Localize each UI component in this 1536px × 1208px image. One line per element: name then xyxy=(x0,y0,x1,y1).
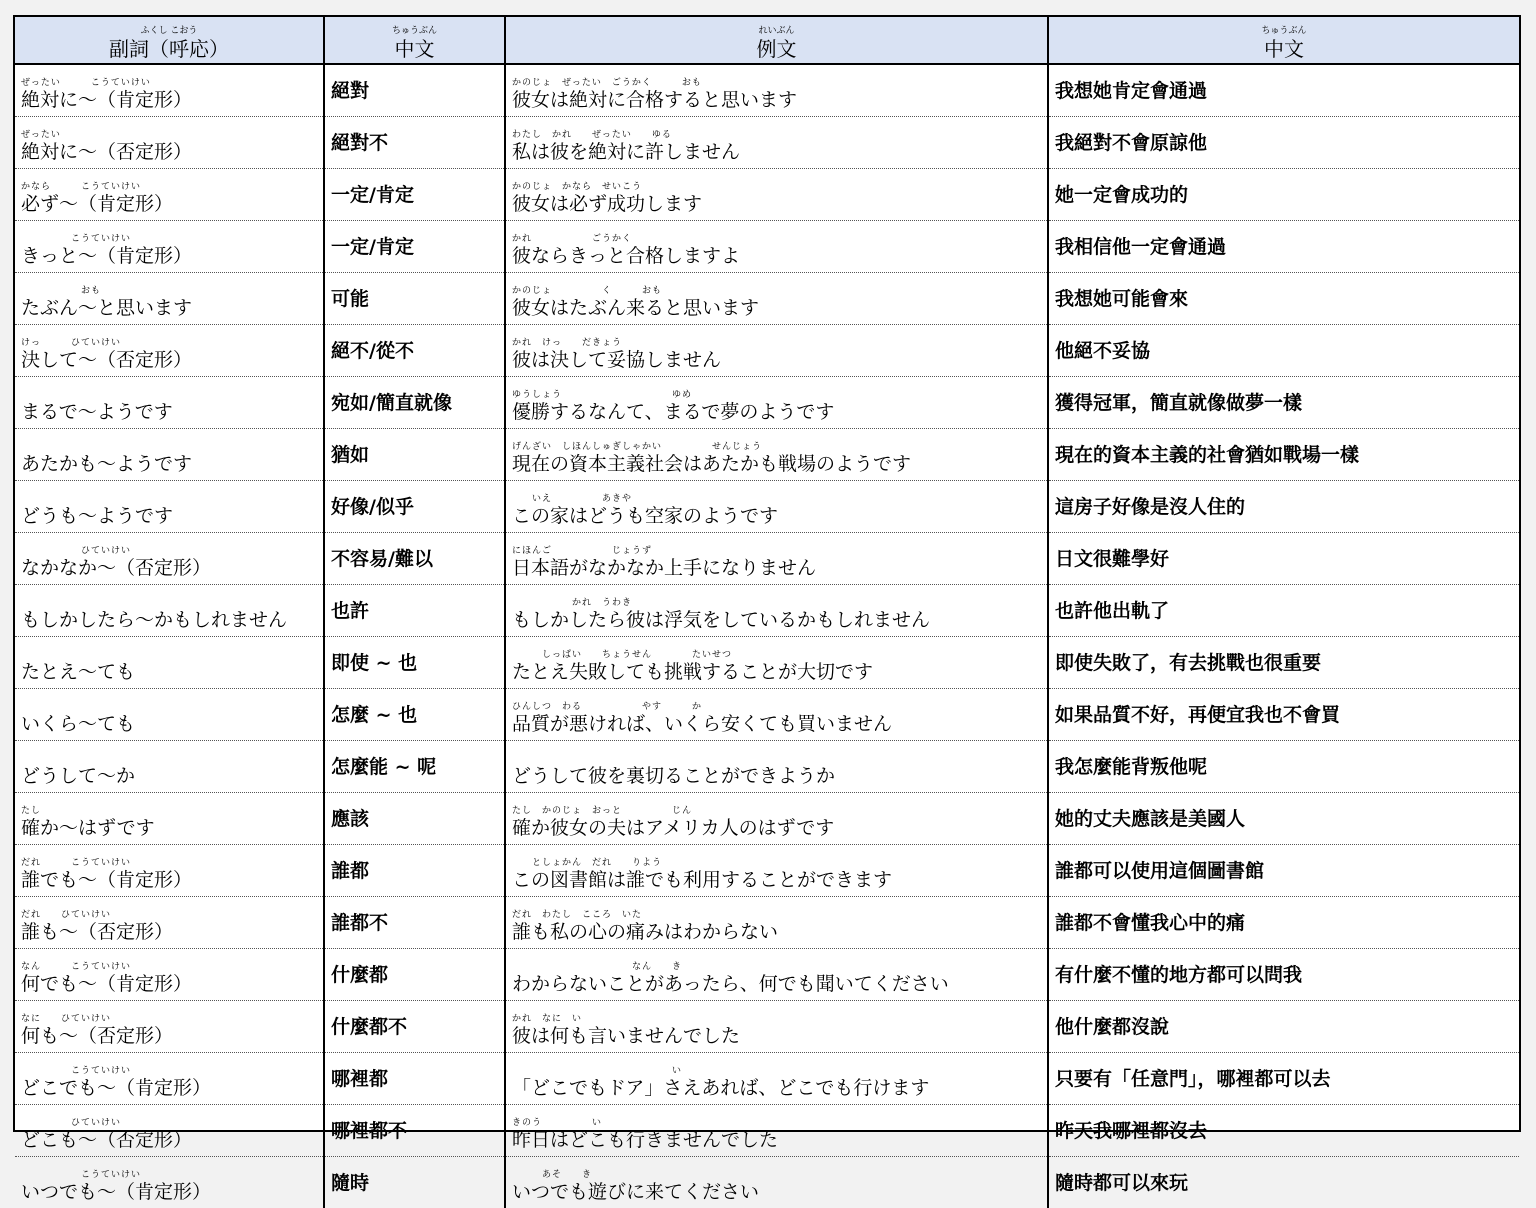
translation-text: 即使失敗了，有去挑戰也很重要 xyxy=(1055,652,1321,674)
translation-text: 誰都不會懂我心中的痛 xyxy=(1055,912,1245,934)
example-sentence: もしかしたら彼は浮気をしているかもしれません xyxy=(512,610,930,632)
adverb-ruby: けっ ひていけい xyxy=(21,339,192,350)
adverb-cell xyxy=(15,585,324,637)
table-row xyxy=(15,481,1519,533)
example-ruby: かれ なに い xyxy=(512,1015,740,1026)
chinese-meaning-text: 應該 xyxy=(331,808,369,830)
example-ruby: たし かのじょ おっと じん xyxy=(512,807,834,818)
example-sentence: 彼女は絶対に合格すると思います xyxy=(512,90,797,112)
example-ruby: いえ あきや xyxy=(512,495,778,506)
table-row xyxy=(15,64,1519,117)
example-sentence: 品質が悪ければ、いくら安くても買いません xyxy=(512,714,892,736)
chinese-meaning-cell xyxy=(324,585,505,637)
chinese-meaning-text: 不容易/難以 xyxy=(331,548,433,570)
adverb-text: 決して～（否定形） xyxy=(21,350,192,372)
adverb-cell xyxy=(15,949,324,1001)
example-sentence: 優勝するなんて、まるで夢のようです xyxy=(512,402,834,424)
chinese-meaning-cell xyxy=(324,637,505,689)
example-ruby: にほんご じょうず xyxy=(512,547,816,558)
example-cell xyxy=(505,221,1048,273)
chinese-meaning-text: 可能 xyxy=(331,288,369,310)
grammar-table-container xyxy=(13,15,1521,1132)
adverb-text: どこも～（否定形） xyxy=(21,1130,192,1152)
translation-cell xyxy=(1048,689,1519,741)
example-ruby: かれ うわき xyxy=(512,599,930,610)
adverb-correspondence-table xyxy=(15,17,1519,1208)
chinese-meaning-cell xyxy=(324,1105,505,1157)
adverb-cell xyxy=(15,533,324,585)
example-cell xyxy=(505,1001,1048,1053)
table-row xyxy=(15,689,1519,741)
table-row xyxy=(15,117,1519,169)
adverb-text: 誰も～（否定形） xyxy=(21,922,173,944)
chinese-meaning-cell xyxy=(324,533,505,585)
adverb-text: きっと～（肯定形） xyxy=(21,246,192,268)
table-row xyxy=(15,741,1519,793)
example-ruby: げんざい しほんしゅぎしゃかい せんじょう xyxy=(512,443,911,454)
example-ruby: かのじょ かなら せいこう xyxy=(512,183,702,194)
adverb-cell xyxy=(15,637,324,689)
translation-text: 如果品質不好，再便宜我也不會買 xyxy=(1055,704,1340,726)
translation-cell xyxy=(1048,117,1519,169)
chinese-meaning-cell xyxy=(324,221,505,273)
chinese-meaning-text: 怎麼 ~ 也 xyxy=(331,704,417,726)
header-translation-ruby: ちゅうぶん xyxy=(1049,27,1519,37)
adverb-text: 絶対に～（肯定形） xyxy=(21,90,192,112)
chinese-meaning-text: 絕不/從不 xyxy=(331,340,414,362)
table-row xyxy=(15,1001,1519,1053)
table-body xyxy=(15,64,1519,1208)
chinese-meaning-cell xyxy=(324,1001,505,1053)
example-cell xyxy=(505,897,1048,949)
chinese-meaning-cell xyxy=(324,429,505,481)
header-example-ruby: れいぶん xyxy=(506,27,1047,37)
example-sentence: この図書館は誰でも利用することができます xyxy=(512,870,892,892)
example-ruby: かのじょ く おも xyxy=(512,287,759,298)
example-sentence: 彼は決して妥協しません xyxy=(512,350,721,372)
adverb-text: 絶対に～（否定形） xyxy=(21,142,192,164)
translation-cell xyxy=(1048,1001,1519,1053)
example-ruby: だれ わたし こころ いた xyxy=(512,911,778,922)
example-cell xyxy=(505,845,1048,897)
example-sentence: 現在の資本主義社会はあたかも戦場のようです xyxy=(512,454,911,476)
translation-text: 她一定會成功的 xyxy=(1055,184,1188,206)
adverb-ruby: ぜったい こうていけい xyxy=(21,79,192,90)
table-row xyxy=(15,325,1519,377)
chinese-meaning-text: 誰都不 xyxy=(331,912,388,934)
translation-cell xyxy=(1048,1053,1519,1105)
chinese-meaning-cell xyxy=(324,325,505,377)
table-row xyxy=(15,221,1519,273)
adverb-ruby: ひていけい xyxy=(21,1119,192,1130)
chinese-meaning-cell xyxy=(324,481,505,533)
translation-text: 她的丈夫應該是美國人 xyxy=(1055,808,1245,830)
adverb-cell xyxy=(15,689,324,741)
translation-text: 我想她肯定會通過 xyxy=(1055,80,1207,102)
adverb-text: なかなか～（否定形） xyxy=(21,558,211,580)
example-sentence: 日本語がなかなか上手になりません xyxy=(512,558,816,580)
translation-cell xyxy=(1048,481,1519,533)
example-cell xyxy=(505,377,1048,429)
adverb-text: たとえ～ても xyxy=(21,662,135,684)
example-ruby: かれ けっ だきょう xyxy=(512,339,721,350)
example-sentence: 誰も私の心の痛みはわからない xyxy=(512,922,778,944)
adverb-cell xyxy=(15,117,324,169)
adverb-cell xyxy=(15,273,324,325)
header-adverb xyxy=(15,17,324,64)
example-cell xyxy=(505,117,1048,169)
chinese-meaning-text: 哪裡都 xyxy=(331,1068,388,1090)
adverb-text: 確か～はずです xyxy=(21,818,155,840)
adverb-text: まるで～ようです xyxy=(21,402,173,424)
chinese-meaning-cell xyxy=(324,273,505,325)
example-ruby: なん き xyxy=(512,963,949,974)
chinese-meaning-text: 好像/似乎 xyxy=(331,496,414,518)
adverb-ruby: だれ ひていけい xyxy=(21,911,173,922)
translation-cell xyxy=(1048,64,1519,117)
translation-text: 有什麼不懂的地方都可以問我 xyxy=(1055,964,1302,986)
example-ruby: ひんしつ わる やす か xyxy=(512,703,892,714)
table-row xyxy=(15,429,1519,481)
translation-text: 日文很難學好 xyxy=(1055,548,1169,570)
example-ruby: かれ ごうかく xyxy=(512,235,740,246)
adverb-ruby: こうていけい xyxy=(21,1171,211,1182)
example-cell xyxy=(505,533,1048,585)
adverb-ruby: おも xyxy=(21,287,192,298)
adverb-text: いくら～ても xyxy=(21,714,135,736)
translation-cell xyxy=(1048,429,1519,481)
translation-text: 昨天我哪裡都沒去 xyxy=(1055,1120,1207,1142)
translation-cell xyxy=(1048,1105,1519,1157)
chinese-meaning-cell xyxy=(324,741,505,793)
example-ruby: きのう い xyxy=(512,1119,778,1130)
header-chinese-ruby: ちゅうぶん xyxy=(325,27,504,37)
adverb-ruby: だれ こうていけい xyxy=(21,859,192,870)
example-ruby: ゆうしょう ゆめ xyxy=(512,391,834,402)
header-translation xyxy=(1048,17,1519,64)
table-row xyxy=(15,273,1519,325)
adverb-cell xyxy=(15,377,324,429)
example-cell xyxy=(505,949,1048,1001)
chinese-meaning-cell xyxy=(324,1053,505,1105)
adverb-ruby: こうていけい xyxy=(21,1067,211,1078)
example-cell xyxy=(505,325,1048,377)
translation-text: 只要有「任意門」，哪裡都可以去 xyxy=(1055,1068,1331,1090)
header-example xyxy=(505,17,1048,64)
example-cell xyxy=(505,169,1048,221)
example-sentence: 昨日はどこも行きませんでした xyxy=(512,1130,778,1152)
example-cell xyxy=(505,689,1048,741)
table-row xyxy=(15,1053,1519,1105)
translation-cell xyxy=(1048,325,1519,377)
chinese-meaning-text: 什麼都不 xyxy=(331,1016,407,1038)
example-sentence: 彼ならきっと合格しますよ xyxy=(512,246,740,268)
chinese-meaning-text: 絕對不 xyxy=(331,132,388,154)
header-chinese-label: 中文 xyxy=(325,37,504,63)
adverb-text: あたかも～ようです xyxy=(21,454,192,476)
chinese-meaning-cell xyxy=(324,793,505,845)
adverb-cell xyxy=(15,741,324,793)
chinese-meaning-text: 絕對 xyxy=(331,80,369,102)
translation-text: 他什麼都沒說 xyxy=(1055,1016,1169,1038)
translation-text: 我絕對不會原諒他 xyxy=(1055,132,1207,154)
chinese-meaning-text: 一定/肯定 xyxy=(331,236,414,258)
header-example-label: 例文 xyxy=(506,37,1047,63)
example-sentence: 彼女は必ず成功します xyxy=(512,194,702,216)
table-row xyxy=(15,1157,1519,1208)
translation-text: 隨時都可以來玩 xyxy=(1055,1172,1188,1194)
translation-cell xyxy=(1048,741,1519,793)
chinese-meaning-cell xyxy=(324,169,505,221)
adverb-cell xyxy=(15,64,324,117)
translation-cell xyxy=(1048,845,1519,897)
adverb-cell xyxy=(15,481,324,533)
example-ruby: わたし かれ ぜったい ゆる xyxy=(512,131,740,142)
translation-cell xyxy=(1048,585,1519,637)
translation-cell xyxy=(1048,533,1519,585)
example-cell xyxy=(505,1105,1048,1157)
adverb-text: どこでも～（肯定形） xyxy=(21,1078,211,1100)
adverb-cell xyxy=(15,325,324,377)
chinese-meaning-text: 即使 ~ 也 xyxy=(331,652,417,674)
table-row xyxy=(15,533,1519,585)
header-adverb-ruby: ふくし こおう xyxy=(15,27,323,37)
translation-cell xyxy=(1048,793,1519,845)
chinese-meaning-text: 隨時 xyxy=(331,1172,369,1194)
example-ruby: あそ き xyxy=(512,1171,759,1182)
chinese-meaning-cell xyxy=(324,377,505,429)
example-sentence: この家はどうも空家のようです xyxy=(512,506,778,528)
table-row xyxy=(15,897,1519,949)
adverb-cell xyxy=(15,1157,324,1208)
example-cell xyxy=(505,273,1048,325)
header-adverb-label: 副詞（呼応） xyxy=(15,37,323,63)
example-cell xyxy=(505,793,1048,845)
translation-text: 我想她可能會來 xyxy=(1055,288,1188,310)
translation-text: 也許他出軌了 xyxy=(1055,600,1169,622)
chinese-meaning-cell xyxy=(324,117,505,169)
chinese-meaning-text: 什麼都 xyxy=(331,964,388,986)
translation-cell xyxy=(1048,273,1519,325)
translation-cell xyxy=(1048,949,1519,1001)
adverb-ruby: こうていけい xyxy=(21,235,192,246)
chinese-meaning-text: 也許 xyxy=(331,600,369,622)
chinese-meaning-text: 誰都 xyxy=(331,860,369,882)
example-cell xyxy=(505,1053,1048,1105)
example-sentence: 彼女はたぶん来ると思います xyxy=(512,298,759,320)
adverb-text: いつでも～（肯定形） xyxy=(21,1182,211,1204)
example-sentence: いつでも遊びに来てください xyxy=(512,1182,759,1204)
adverb-text: たぶん～と思います xyxy=(21,298,192,320)
chinese-meaning-cell xyxy=(324,845,505,897)
example-cell xyxy=(505,481,1048,533)
adverb-ruby: なん こうていけい xyxy=(21,963,192,974)
translation-text: 獲得冠軍，簡直就像做夢一樣 xyxy=(1055,392,1302,414)
adverb-ruby: かなら こうていけい xyxy=(21,183,173,194)
translation-cell xyxy=(1048,1157,1519,1208)
chinese-meaning-text: 猶如 xyxy=(331,444,369,466)
translation-cell xyxy=(1048,377,1519,429)
example-cell xyxy=(505,1157,1048,1208)
adverb-text: 何も～（否定形） xyxy=(21,1026,173,1048)
table-row xyxy=(15,377,1519,429)
example-sentence: 彼は何も言いませんでした xyxy=(512,1026,740,1048)
translation-text: 我怎麼能背叛他呢 xyxy=(1055,756,1207,778)
translation-cell xyxy=(1048,897,1519,949)
adverb-text: 何でも～（肯定形） xyxy=(21,974,192,996)
example-sentence: どうして彼を裏切ることができようか xyxy=(512,766,835,788)
translation-text: 我相信他一定會通過 xyxy=(1055,236,1226,258)
example-cell xyxy=(505,64,1048,117)
header-chinese xyxy=(324,17,505,64)
table-row xyxy=(15,585,1519,637)
adverb-text: 必ず～（肯定形） xyxy=(21,194,173,216)
table-row xyxy=(15,637,1519,689)
chinese-meaning-cell xyxy=(324,64,505,117)
example-sentence: わからないことがあったら、何でも聞いてください xyxy=(512,974,949,996)
table-row xyxy=(15,949,1519,1001)
adverb-text: どうして～か xyxy=(21,766,135,788)
adverb-cell xyxy=(15,169,324,221)
example-sentence: 私は彼を絶対に許しません xyxy=(512,142,740,164)
translation-cell xyxy=(1048,221,1519,273)
example-cell xyxy=(505,585,1048,637)
translation-text: 誰都可以使用這個圖書館 xyxy=(1055,860,1264,882)
translation-text: 他絕不妥協 xyxy=(1055,340,1150,362)
example-sentence: たとえ失敗しても挑戦することが大切です xyxy=(512,662,873,684)
chinese-meaning-cell xyxy=(324,689,505,741)
adverb-cell xyxy=(15,845,324,897)
example-cell xyxy=(505,741,1048,793)
example-cell xyxy=(505,429,1048,481)
example-ruby: としょかん だれ りよう xyxy=(512,859,892,870)
example-sentence: 「どこでもドア」さえあれば、どこでも行けます xyxy=(512,1078,929,1100)
adverb-text: どうも～ようです xyxy=(21,506,173,528)
table-row xyxy=(15,793,1519,845)
example-ruby: かのじょ ぜったい ごうかく おも xyxy=(512,79,797,90)
adverb-ruby: なに ひていけい xyxy=(21,1015,173,1026)
example-sentence: 確か彼女の夫はアメリカ人のはずです xyxy=(512,818,834,840)
adverb-cell xyxy=(15,429,324,481)
translation-cell xyxy=(1048,637,1519,689)
adverb-ruby: ぜったい xyxy=(21,131,192,142)
chinese-meaning-text: 一定/肯定 xyxy=(331,184,414,206)
example-ruby: い xyxy=(512,1067,929,1078)
chinese-meaning-cell xyxy=(324,949,505,1001)
table-row xyxy=(15,1105,1519,1157)
header-translation-label: 中文 xyxy=(1049,37,1519,63)
adverb-cell xyxy=(15,1105,324,1157)
adverb-cell xyxy=(15,1001,324,1053)
adverb-cell xyxy=(15,221,324,273)
adverb-cell xyxy=(15,793,324,845)
chinese-meaning-text: 宛如/簡直就像 xyxy=(331,392,452,414)
chinese-meaning-cell xyxy=(324,1157,505,1208)
chinese-meaning-text: 哪裡都不 xyxy=(331,1120,407,1142)
adverb-text: もしかしたら～かもしれません xyxy=(21,610,287,632)
table-row xyxy=(15,845,1519,897)
adverb-cell xyxy=(15,1053,324,1105)
translation-text: 這房子好像是沒人住的 xyxy=(1055,496,1245,518)
translation-text: 現在的資本主義的社會猶如戰場一樣 xyxy=(1055,444,1359,466)
chinese-meaning-cell xyxy=(324,897,505,949)
translation-cell xyxy=(1048,169,1519,221)
example-ruby: しっぱい ちょうせん たいせつ xyxy=(512,651,873,662)
example-cell xyxy=(505,637,1048,689)
table-header-row xyxy=(15,17,1519,64)
adverb-text: 誰でも～（肯定形） xyxy=(21,870,192,892)
adverb-ruby: ひていけい xyxy=(21,547,211,558)
adverb-ruby: たし xyxy=(21,807,155,818)
adverb-cell xyxy=(15,897,324,949)
table-row xyxy=(15,169,1519,221)
chinese-meaning-text: 怎麼能 ~ 呢 xyxy=(331,756,436,778)
